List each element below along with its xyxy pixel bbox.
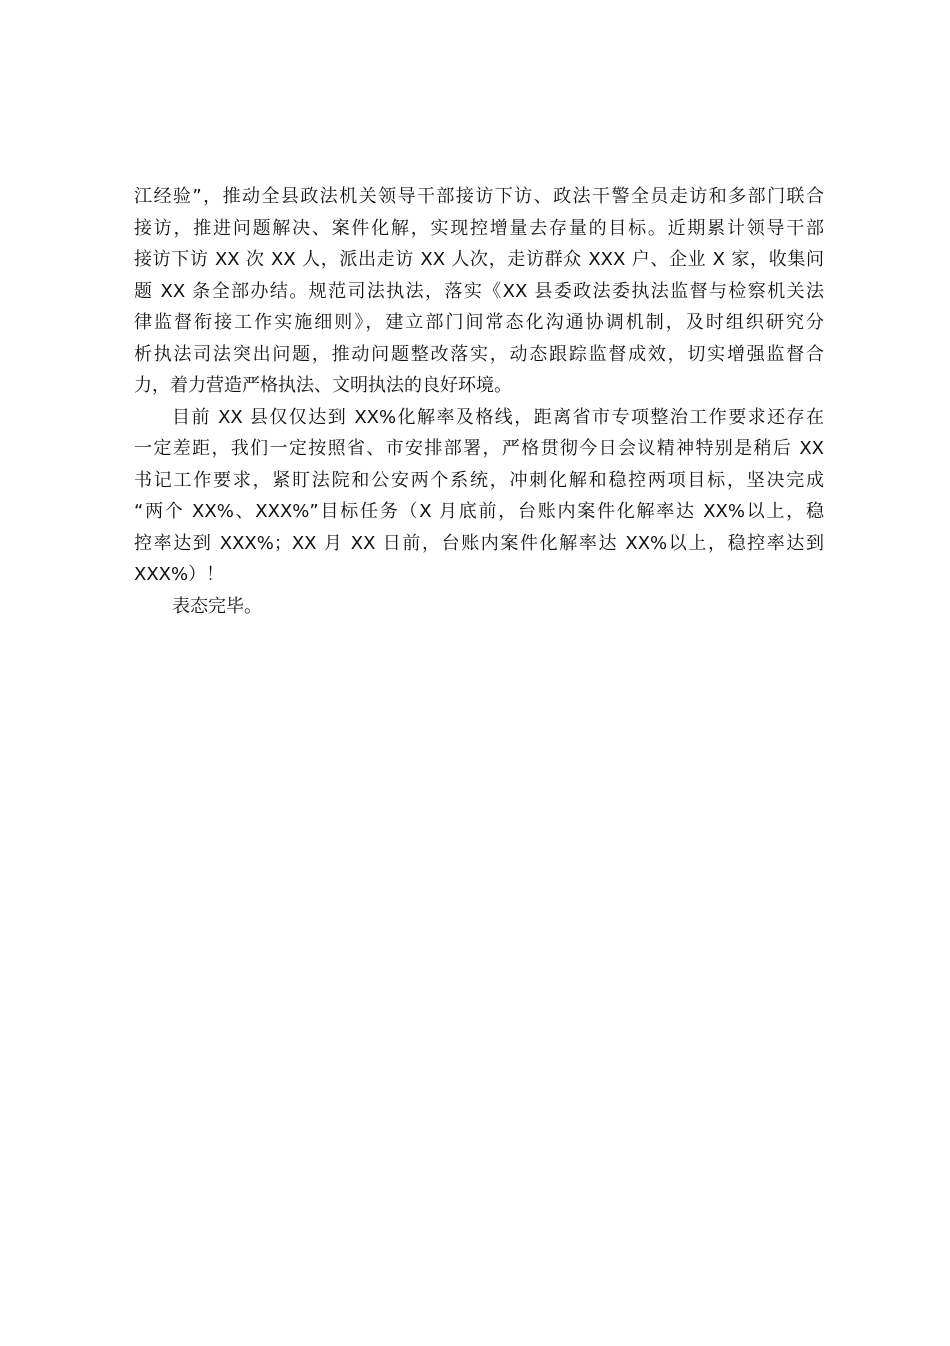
- text-line: 析执法司法突出问题，推动问题整改落实，动态跟踪监督成效，切实增强监督合: [134, 343, 824, 365]
- text-line: 题 XX 条全部办结。规范司法执法，落实《XX 县委政法委执法监督与检察机关法: [134, 280, 824, 302]
- text-line: 接访，推进问题解决、案件化解，实现控增量去存量的目标。近期累计领导干部: [134, 217, 824, 239]
- text-line: 目前 XX 县仅仅达到 XX%化解率及格线，距离省市专项整治工作要求还存在: [172, 406, 824, 428]
- text-line: 江经验”，推动全县政法机关领导干部接访下访、政法干警全员走访和多部门联合: [134, 186, 824, 207]
- text-line: 表态完毕。: [172, 595, 262, 617]
- text-line: 律监督衔接工作实施细则》，建立部门间常态化沟通协调机制，及时组织研究分: [134, 312, 824, 333]
- paragraph-current-status-and-goals: [134, 402, 824, 591]
- paragraph-closing-statement: [134, 591, 824, 623]
- text-line: XXX%）！: [134, 564, 225, 585]
- text-line: 一定差距，我们一定按照省、市安排部署，严格贯彻今日会议精神特别是稍后 XX: [134, 438, 824, 459]
- text-line: 控率达到 XXX%；XX 月 XX 日前，台账内案件化解率达 XX%以上，稳控率达到: [134, 532, 824, 554]
- document-body: [134, 181, 824, 622]
- text-line: 书记工作要求，紧盯法院和公安两个系统，冲刺化解和稳控两项目标，坚决完成: [134, 469, 824, 491]
- text-line: 接访下访 XX 次 XX 人，派出走访 XX 人次，走访群众 XXX 户、企业 X 家，收集问: [134, 249, 824, 270]
- text-line: “两个 XX%、XXX%”目标任务（X 月底前，台账内案件化解率达 XX%以上，稳: [134, 501, 824, 522]
- paragraph-case-resolution-measures: [134, 181, 824, 402]
- text-line: 力，着力营造严格执法、文明执法的良好环境。: [134, 375, 512, 396]
